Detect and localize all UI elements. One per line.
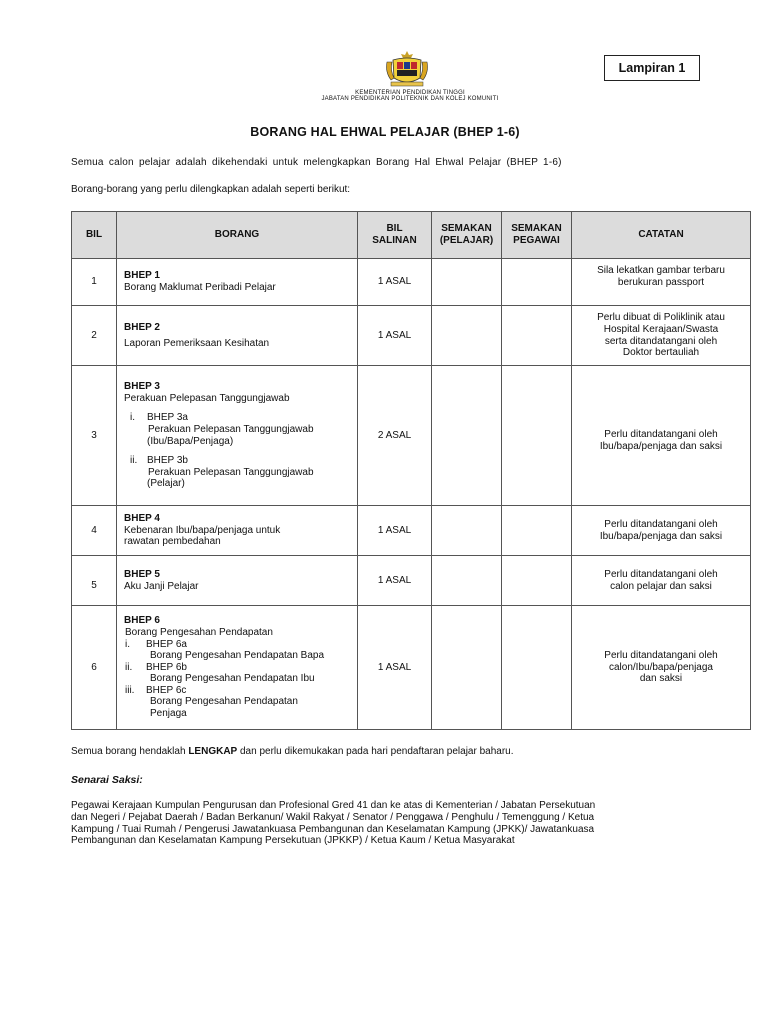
header-borang: BORANG (117, 212, 358, 259)
header-semakan-pelajar: SEMAKAN (PELAJAR) (432, 212, 502, 259)
row-salinan: 1 ASAL (358, 306, 432, 366)
row-bil: 4 (72, 506, 117, 556)
row-catatan: Perlu dibuat di Poliklinik atau Hospital Kerajaan/Swasta serta ditandatangani oleh Doktor bertauliah (572, 306, 751, 366)
table-row (72, 306, 751, 366)
row-borang: BHEP 1 Borang Maklumat Peribadi Pelajar (117, 259, 358, 306)
row-semakan-pegawai-cell[interactable] (502, 556, 572, 606)
sub-form: ii. BHEP 6b Borang Pengesahan Pendapatan Ibu (125, 661, 315, 685)
ministry-name (310, 90, 510, 102)
header-catatan: CATATAN (572, 212, 751, 259)
sub-form: iii. BHEP 6c Borang Pengesahan Pendapatan Penjaga (125, 684, 298, 720)
intro-text: Semua calon pelajar adalah dikehendaki untuk melengkapkan Borang Hal Ehwal Pelajar (BHEP 1-6) (71, 157, 562, 168)
header-semakan-pegawai: SEMAKAN PEGAWAI (502, 212, 572, 259)
row-bil: 1 (72, 259, 117, 306)
witness-list-heading: Senarai Saksi: (71, 774, 143, 786)
row-catatan: Perlu ditandatangani oleh Ibu/bapa/penjaga dan saksi (572, 366, 751, 506)
row-semakan-pegawai-cell[interactable] (502, 506, 572, 556)
header-bil-salinan: BIL SALINAN (358, 212, 432, 259)
witness-list-text: Pegawai Kerajaan Kumpulan Pengurusan dan Profesional Gred 41 dan ke atas di Kementerian / Jabatan Persekutuan dan Negeri / Pejabat Daerah / Badan Berkanun/ Wakil Rakyat / Senator / Penggawa / Penghulu / Temenggung / Ketua Kampung / Tuai Rumah / Pengerusi Jawatankuasa Pembangunan dan Keselamatan Kampung (JPKK)/ Jawatankuasa Pembangunan dan Keselamatan Kampung Persekutuan (JPKKP) / Ketua Kaum / Ketua Masyarakat (71, 800, 596, 847)
row-bil: 6 (72, 606, 117, 730)
row-semakan-pelajar-cell[interactable] (432, 259, 502, 306)
sub-form: i. BHEP 3a Perakuan Pelepasan Tanggungjawab (Ibu/Bapa/Penjaga) (130, 412, 314, 447)
row-semakan-pegawai-cell[interactable] (502, 306, 572, 366)
row-semakan-pelajar-cell[interactable] (432, 556, 502, 606)
header-bil: BIL (72, 212, 117, 259)
table-header-row (72, 212, 751, 259)
row-bil: 2 (72, 306, 117, 366)
row-borang: BHEP 4 Kebenaran Ibu/bapa/penjaga untuk rawatan pembedahan (117, 506, 358, 556)
table-row (72, 366, 751, 506)
sub-form: i. BHEP 6a Borang Pengesahan Pendapatan Bapa (125, 638, 325, 662)
row-salinan: 1 ASAL (358, 606, 432, 730)
row-salinan: 2 ASAL (358, 366, 432, 506)
row-borang: BHEP 2 Laporan Pemeriksaan Kesihatan (117, 306, 358, 366)
completion-note: Semua borang hendaklah LENGKAP dan perlu dikemukakan pada hari pendaftaran pelajar baharu. (71, 746, 514, 757)
row-semakan-pegawai-cell[interactable] (502, 259, 572, 306)
row-salinan: 1 ASAL (358, 556, 432, 606)
ministry-line-1: KEMENTERIAN PENDIDIKAN TINGGI (355, 90, 465, 96)
table-row (72, 259, 751, 306)
row-catatan: Perlu ditandatangani oleh calon/Ibu/bapa/penjaga dan saksi (572, 606, 751, 730)
lengkap-emphasis: LENGKAP (188, 746, 238, 757)
row-semakan-pelajar-cell[interactable] (432, 306, 502, 366)
page-title: BORANG HAL EHWAL PELAJAR (BHEP 1-6) (250, 125, 520, 139)
forms-table (71, 211, 751, 730)
row-semakan-pegawai-cell[interactable] (502, 606, 572, 730)
intro-subtext: Borang-borang yang perlu dilengkapkan adalah seperti berikut: (71, 184, 351, 195)
row-bil: 5 (72, 556, 117, 606)
row-catatan: Perlu ditandatangani oleh Ibu/bapa/penjaga dan saksi (572, 506, 751, 556)
lampiran-label: Lampiran 1 (604, 55, 700, 81)
ministry-line-2: JABATAN PENDIDIKAN POLITEKNIK DAN KOLEJ KOMUNITI (321, 96, 499, 102)
table-row (72, 556, 751, 606)
row-semakan-pelajar-cell[interactable] (432, 366, 502, 506)
row-bil: 3 (72, 366, 117, 506)
table-row (72, 606, 751, 730)
coat-of-arms-emblem (383, 50, 431, 90)
row-semakan-pegawai-cell[interactable] (502, 366, 572, 506)
row-borang: BHEP 5 Aku Janji Pelajar (117, 556, 358, 606)
row-catatan: Perlu ditandatangani oleh calon pelajar dan saksi (572, 556, 751, 606)
sub-form: ii. BHEP 3b Perakuan Pelepasan Tanggungjawab (Pelajar) (130, 455, 314, 490)
row-salinan: 1 ASAL (358, 259, 432, 306)
row-salinan: 1 ASAL (358, 506, 432, 556)
table-row (72, 506, 751, 556)
row-borang: BHEP 6 Borang Pengesahan Pendapatan i. BHEP 6a Borang Pengesahan Pendapatan Bapa ii. BHEP 6b Borang Pengesahan Pendapatan Ibu iii. BHEP 6c Borang Pengesahan Pendapatan Penjaga (117, 606, 358, 730)
row-semakan-pelajar-cell[interactable] (432, 506, 502, 556)
row-semakan-pelajar-cell[interactable] (432, 606, 502, 730)
row-borang: BHEP 3 Perakuan Pelepasan Tanggungjawab i. BHEP 3a Perakuan Pelepasan Tanggungjawab (Ibu/Bapa/Penjaga) ii. BHEP 3b Perakuan Pelepasan Tanggungjawab (Pelajar) (117, 366, 358, 506)
row-catatan: Sila lekatkan gambar terbaru berukuran passport (572, 259, 751, 306)
